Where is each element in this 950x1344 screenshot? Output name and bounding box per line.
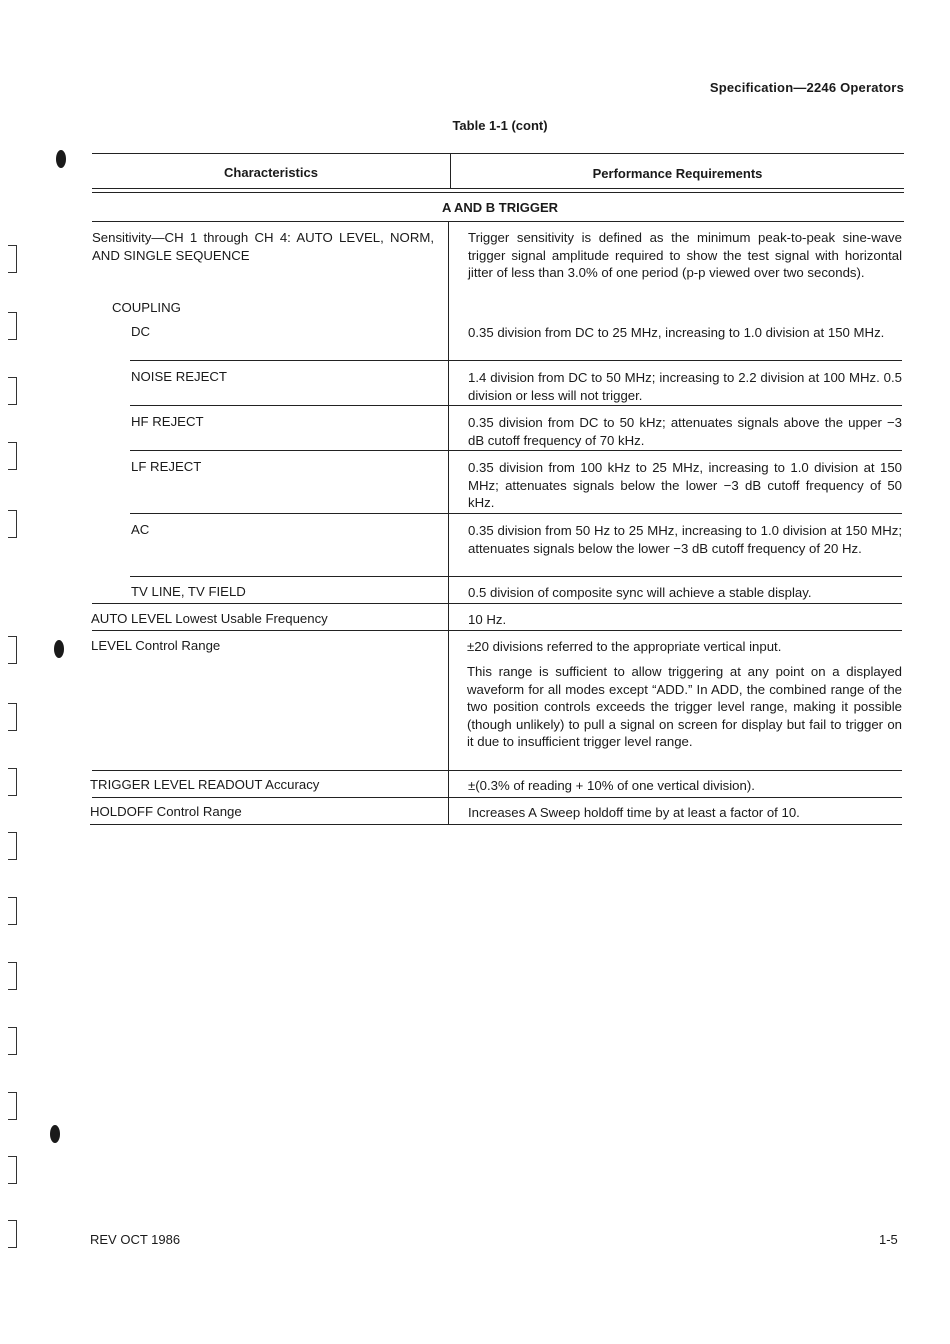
row-characteristic: TRIGGER LEVEL READOUT Accuracy [90, 777, 320, 792]
binding-mark [8, 897, 17, 925]
row-rule [130, 405, 902, 406]
header-rule [92, 188, 904, 189]
binding-mark [8, 768, 17, 796]
row-rule [92, 797, 902, 798]
row-rule [92, 630, 902, 631]
row-requirement: Increases A Sweep holdoff time by at least a factor of 10. [468, 805, 800, 820]
row-characteristic: DC [131, 324, 151, 339]
punch-hole-icon [50, 1125, 60, 1143]
binding-mark [8, 510, 17, 538]
section-title: A AND B TRIGGER [441, 200, 559, 215]
binding-mark [8, 1027, 17, 1055]
punch-hole-icon [56, 150, 66, 168]
row-characteristic: AUTO LEVEL Lowest Usable Frequency [91, 611, 328, 626]
row-requirement: Trigger sensitivity is defined as the minimum peak-to-peak sine-wave trigger signal amplitude required to show the test signal with horizontal jitter of less than 3.0% of one period (p-p viewed over two seconds). [468, 230, 902, 281]
table-caption: Table 1-1 (cont) [452, 118, 548, 133]
row-requirement: 1.4 division from DC to 50 MHz; increasing to 2.2 division at 100 MHz. 0.5 division or less will not trigger. [468, 370, 902, 403]
row-characteristic: Sensitivity—CH 1 through CH 4: AUTO LEVEL, NORM, AND SINGLE SEQUENCE [92, 230, 434, 263]
binding-mark [8, 1220, 17, 1248]
binding-mark [8, 636, 17, 664]
column-divider [448, 221, 449, 825]
row-rule [130, 360, 902, 361]
column-header-performance: Performance Requirements [592, 166, 763, 181]
row-requirement: ±20 divisions referred to the appropriate vertical input. [467, 639, 782, 654]
row-requirement: 0.35 division from 50 Hz to 25 MHz, increasing to 1.0 division at 150 MHz; attenuates signals below the lower −3 dB cutoff frequency of 20 Hz. [468, 523, 902, 556]
row-characteristic: LF REJECT [131, 459, 202, 474]
row-requirement-note: This range is sufficient to allow triggering at any point on a displayed waveform for all modes except “ADD.” In ADD, the combined range of the two position controls exceeds the trigger level range, making it possible (though unlikely) to pull a signal on screen for display but fail to trigger on it due to insufficient trigger level range. [467, 664, 902, 750]
page-number: 1-5 [879, 1232, 898, 1247]
row-characteristic: HF REJECT [131, 414, 204, 429]
row-rule [130, 450, 902, 451]
revision-date: REV OCT 1986 [90, 1232, 181, 1247]
binding-mark [8, 1156, 17, 1184]
section-rule [92, 221, 904, 222]
binding-mark [8, 442, 17, 470]
row-characteristic: AC [131, 522, 150, 537]
table-top-rule [92, 153, 904, 154]
binding-mark [8, 962, 17, 990]
row-characteristic: NOISE REJECT [131, 369, 227, 384]
running-header: Specification—2246 Operators [709, 80, 904, 95]
row-characteristic: COUPLING [112, 300, 181, 315]
punch-hole-icon [54, 640, 64, 658]
row-requirement: 0.5 division of composite sync will achieve a stable display. [468, 585, 812, 600]
row-characteristic: HOLDOFF Control Range [90, 804, 242, 819]
row-characteristic: LEVEL Control Range [91, 638, 221, 653]
header-rule-double [92, 192, 904, 193]
row-requirement: ±(0.3% of reading + 10% of one vertical division). [468, 778, 755, 793]
row-requirement: 0.35 division from DC to 50 kHz; attenuates signals above the upper −3 dB cutoff frequency of 70 kHz. [468, 415, 902, 448]
row-requirement: 10 Hz. [468, 612, 507, 627]
column-header-characteristics: Characteristics [224, 165, 318, 180]
binding-mark [8, 245, 17, 273]
row-requirement: 0.35 division from DC to 25 MHz, increasing to 1.0 division at 150 MHz. [468, 325, 885, 340]
binding-mark [8, 377, 17, 405]
row-requirement: 0.35 division from 100 kHz to 25 MHz, increasing to 1.0 division at 150 MHz; attenuates signals below the lower −3 dB cutoff frequency of 50 kHz. [468, 460, 902, 511]
row-rule [92, 603, 902, 604]
binding-mark [8, 1092, 17, 1120]
row-rule [92, 770, 902, 771]
binding-mark [8, 703, 17, 731]
row-rule [130, 513, 902, 514]
table-bottom-rule [90, 824, 902, 825]
row-characteristic: TV LINE, TV FIELD [131, 584, 246, 599]
binding-mark [8, 312, 17, 340]
row-rule [130, 576, 902, 577]
binding-mark [8, 832, 17, 860]
